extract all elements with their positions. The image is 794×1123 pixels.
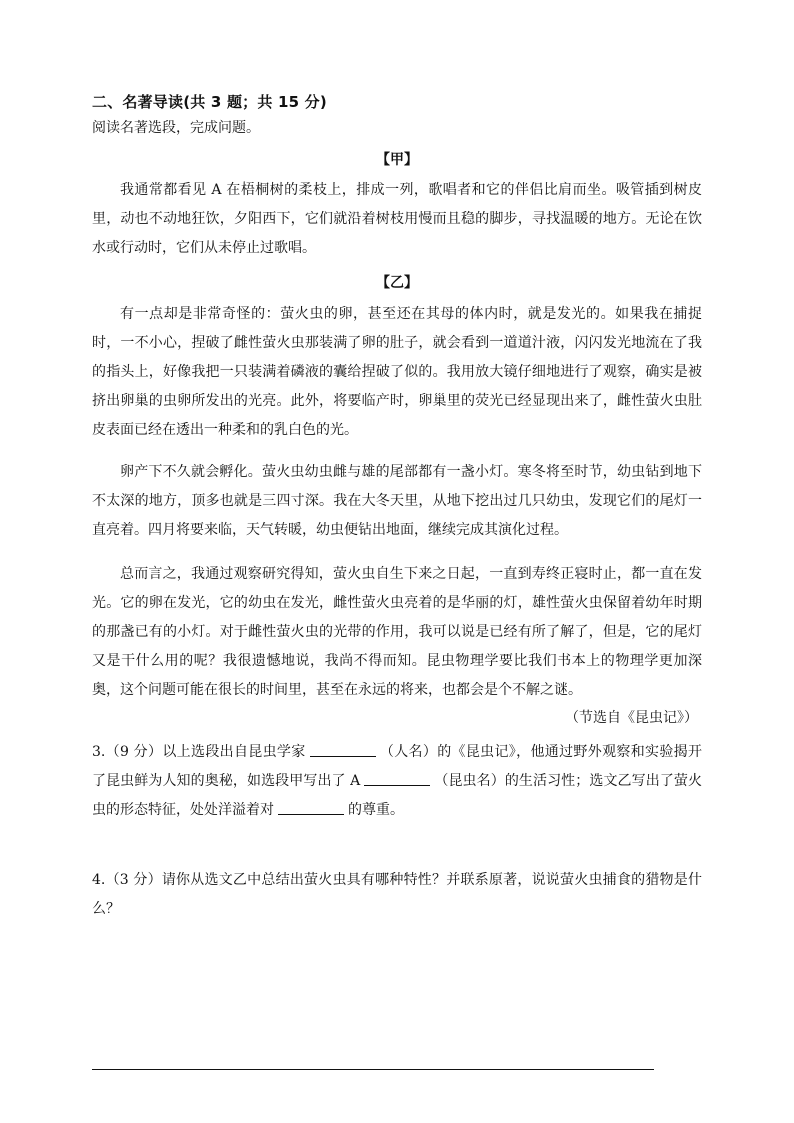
question-3-part-1: 以上选段出自昆虫学家	[162, 744, 306, 760]
answer-blank-insect[interactable]	[364, 770, 430, 786]
section-instruction: 阅读名著选段，完成问题。	[92, 120, 260, 136]
question-4-text: 请你从选文乙中总结出萤火虫具有哪种特性？并联系原著，说说萤火虫捕食的猎物是什么？	[92, 872, 703, 917]
passage-yi-label: 【乙】	[376, 275, 418, 291]
section-title: 二、名著导读(共 3 题；共 15 分)	[92, 93, 327, 111]
question-3	[92, 738, 702, 825]
passage-yi-paragraph-3: 总而言之，我通过观察研究得知，萤火虫自生下来之日起，一直到寿终正寝时止，都一直在发光。它的卵在发光，它的幼虫在发光，雌性萤火虫亮着的是华丽的灯，雄性萤火虫保留着幼年时期的那盏已有的小灯。对于雌性萤火虫的光带的作用，我可以说是已经有所了解了，但是，它的尾灯又是干什么用的呢？我很遗憾地说，我尚不得而知。昆虫物理学要比我们书本上的物理学更加深奥，这个问题可能在很长的时间里，甚至在永远的将来，也都会是个不解之谜。	[92, 566, 702, 698]
answer-line[interactable]	[92, 1069, 654, 1070]
question-4	[92, 866, 702, 924]
answer-blank-respect[interactable]	[278, 799, 344, 815]
passage-jia-label: 【甲】	[376, 152, 418, 168]
answer-blank-author[interactable]	[310, 741, 376, 757]
passage-yi-paragraph-2: 卵产下不久就会孵化。萤火虫幼虫雌与雄的尾部都有一盏小灯。寒冬将至时节，幼虫钻到地下不太深的地方，顶多也就是三四寸深。我在大冬天里，从地下挖出过几只幼虫，发现它们的尾灯一直亮着。四月将要来临，天气转暖，幼虫便钻出地面，继续完成其演化过程。	[92, 464, 702, 538]
question-3-part-4: 的尊重。	[348, 802, 404, 818]
question-4-number: 4.	[92, 872, 106, 888]
passage-yi-paragraph-1: 有一点却是非常奇怪的：萤火虫的卵，甚至还在其母的体内时，就是发光的。如果我在捕捉时，一不小心，捏破了雌性萤火虫那装满了卵的肚子，就会看到一道道汁液，闪闪发光地流在了我的指头上，好像我把一只装满着磷液的囊给捏破了似的。我用放大镜仔细地进行了观察，确实是被挤出卵巢的虫卵所发出的光亮。此外，将要临产时，卵巢里的荧光已经显现出来了，雌性萤火虫肚皮表面已经在透出一种柔和的乳白色的光。	[92, 306, 702, 438]
passage-source: （节选自《昆虫记》）	[565, 710, 698, 726]
question-3-part-2: （人名）的《昆虫记》，他通过野外观察和实验揭开了昆虫鲜为人知的奥秘，如选段甲写出了 A	[92, 744, 703, 789]
question-4-score: （3 分）	[105, 872, 162, 888]
question-3-number: 3.	[92, 744, 106, 760]
question-3-score: （9 分）	[105, 744, 163, 760]
passage-jia-paragraph-1: 我通常都看见 A 在梧桐树的柔枝上，排成一列，歌唱者和它的伴侣比肩而坐。吸管插到树皮里，动也不动地狂饮，夕阳西下，它们就沿着树枝用慢而且稳的脚步，寻找温暖的地方。无论在饮水或行动时，它们从未停止过歌唱。	[92, 182, 702, 256]
question-3-part-3: （昆虫名）的生活习性；选文乙写出了萤火虫的形态特征，处处洋溢着对	[92, 773, 702, 818]
